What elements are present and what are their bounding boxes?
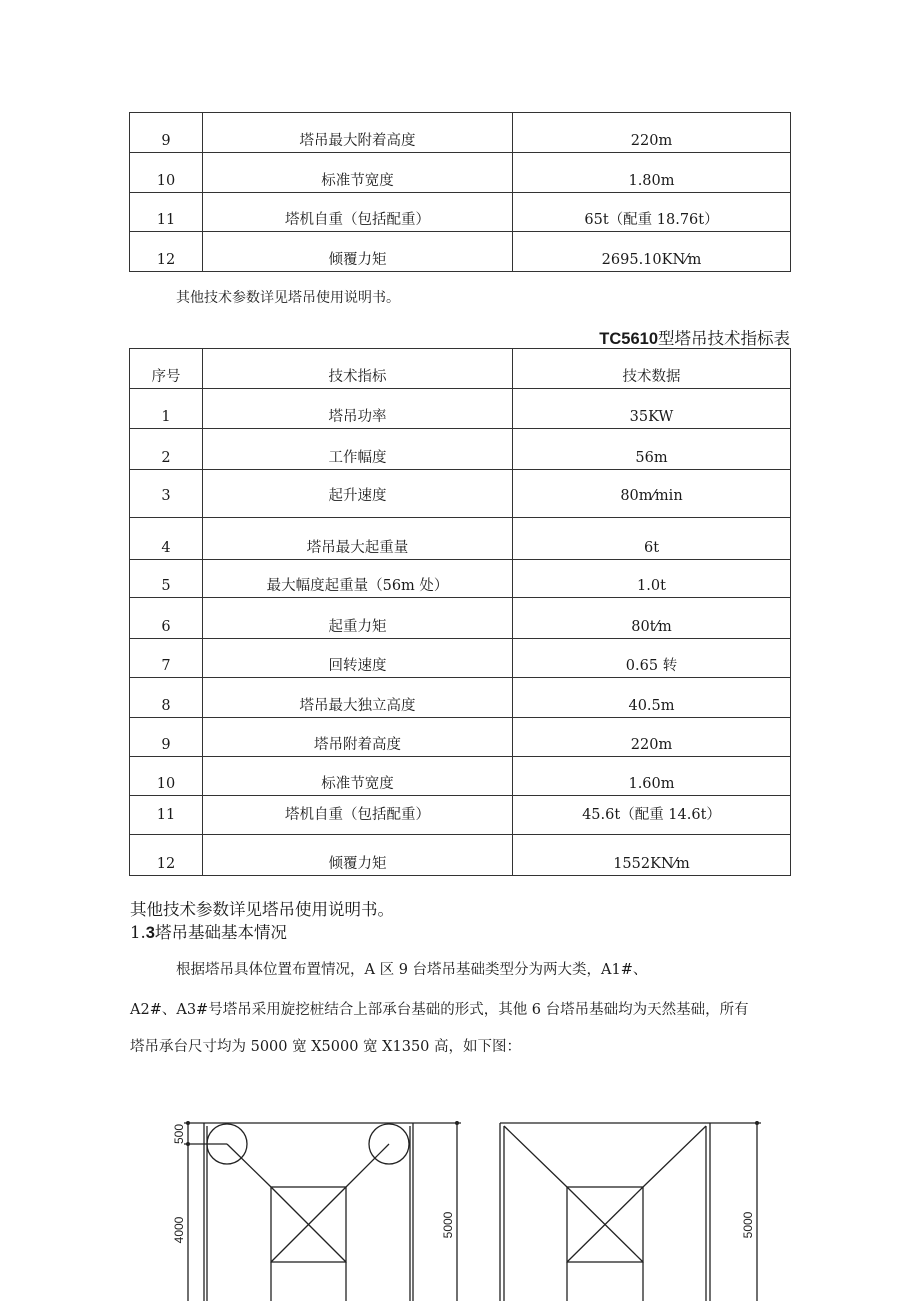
diagonal-left [227, 1144, 271, 1187]
row-value: 1.80m [513, 153, 791, 193]
table-row [130, 639, 791, 678]
row-value: 220m [513, 718, 791, 757]
row-item: 塔吊最大起重量 [203, 518, 513, 560]
table-row [130, 678, 791, 718]
row-no: 10 [130, 757, 203, 796]
row-item: 回转速度 [203, 639, 513, 678]
row-no: 9 [130, 113, 203, 153]
note-text: 其他技术参数详见塔吊使用说明书。 [176, 290, 400, 306]
foundation-diagram [0, 1100, 920, 1301]
table-row [130, 153, 791, 193]
dim-label-4000: 4000 [172, 1216, 186, 1244]
row-item: 最大幅度起重量（56m 处） [203, 560, 513, 598]
table-header-row [130, 349, 791, 389]
row-value: 220m [513, 113, 791, 153]
header-no: 序号 [130, 349, 203, 389]
row-no: 11 [130, 796, 203, 835]
dim-dot [186, 1142, 190, 1146]
section-heading [130, 919, 287, 943]
table-title [599, 325, 790, 349]
row-no: 4 [130, 518, 203, 560]
row-no: 11 [130, 193, 203, 232]
dim-labels [172, 1124, 755, 1244]
diagonal-right [643, 1126, 706, 1187]
table-title-model: TC5610 [599, 330, 658, 348]
table-row [130, 718, 791, 757]
table-row [130, 757, 791, 796]
table-row [130, 232, 791, 272]
paragraph-line: 塔吊承台尺寸均为 5000 宽 X5000 宽 X1350 高，如下图： [130, 1039, 522, 1055]
dim-label-5000-left: 5000 [441, 1211, 455, 1239]
header-value: 技术数据 [513, 349, 791, 389]
spec-table-body [130, 349, 791, 876]
section-number: 3 [145, 924, 155, 942]
section-prefix: 1. [130, 923, 146, 942]
table-row [130, 193, 791, 232]
row-item: 起升速度 [203, 470, 513, 518]
row-no: 1 [130, 389, 203, 429]
row-no: 12 [130, 835, 203, 876]
row-value: 1.0t [513, 560, 791, 598]
header-item: 技术指标 [203, 349, 513, 389]
paragraph-line: A2#、A3#号塔吊采用旋挖桩结合上部承台基础的形式，其他 6 台塔吊基础均为天然基础，所有 [130, 1002, 749, 1018]
row-item: 起重力矩 [203, 598, 513, 639]
row-item: 塔吊功率 [203, 389, 513, 429]
row-item: 塔机自重（包括配重） [203, 796, 513, 835]
row-no: 2 [130, 429, 203, 470]
diagonal-right [346, 1144, 389, 1187]
dim-label-5000-right: 5000 [741, 1211, 755, 1239]
table-row [130, 796, 791, 835]
pile-foundation-drawing [184, 1121, 461, 1301]
section-title: 塔吊基础基本情况 [154, 923, 287, 942]
dim-dot [455, 1121, 459, 1125]
row-item: 工作幅度 [203, 429, 513, 470]
spec-table [129, 348, 791, 876]
row-no: 9 [130, 718, 203, 757]
row-item: 塔吊附着高度 [203, 718, 513, 757]
row-item: 塔吊最大附着高度 [203, 113, 513, 153]
row-value: 1552KN⁄m [513, 835, 791, 876]
row-no: 8 [130, 678, 203, 718]
row-no: 6 [130, 598, 203, 639]
table-row [130, 560, 791, 598]
row-value: 0.65 转 [513, 639, 791, 678]
row-value: 2695.10KN⁄m [513, 232, 791, 272]
row-value: 1.60m [513, 757, 791, 796]
row-item: 塔吊最大独立高度 [203, 678, 513, 718]
dim-markers [186, 1121, 459, 1146]
row-value: 65t（配重 18.76t） [513, 193, 791, 232]
spec-table-continued [129, 112, 791, 272]
table-row [130, 113, 791, 153]
table-row [130, 429, 791, 470]
row-value: 45.6t（配重 14.6t） [513, 796, 791, 835]
row-item: 倾覆力矩 [203, 232, 513, 272]
table-title-text: 型塔吊技术指标表 [658, 330, 790, 348]
dim-dot [755, 1121, 759, 1125]
row-no: 5 [130, 560, 203, 598]
natural-foundation-drawing [500, 1121, 761, 1301]
dim-label-500: 500 [172, 1123, 186, 1145]
row-no: 12 [130, 232, 203, 272]
row-item: 倾覆力矩 [203, 835, 513, 876]
row-no: 10 [130, 153, 203, 193]
row-value: 80t⁄m [513, 598, 791, 639]
table-row [130, 389, 791, 429]
row-item: 标准节宽度 [203, 153, 513, 193]
diagonal-left [504, 1126, 567, 1187]
row-value: 56m [513, 429, 791, 470]
row-no: 3 [130, 470, 203, 518]
spec-table-body [130, 113, 791, 272]
row-value: 80m⁄min [513, 470, 791, 518]
row-value: 40.5m [513, 678, 791, 718]
row-value: 35KW [513, 389, 791, 429]
row-no: 7 [130, 639, 203, 678]
table-row [130, 835, 791, 876]
dim-dot [186, 1121, 190, 1125]
row-item: 塔机自重（包括配重） [203, 193, 513, 232]
paragraph-line: 根据塔吊具体位置布置情况，A 区 9 台塔吊基础类型分为两大类，A1#、 [176, 962, 648, 978]
note-text: 其他技术参数详见塔吊使用说明书。 [130, 900, 394, 919]
row-value: 6t [513, 518, 791, 560]
row-item: 标准节宽度 [203, 757, 513, 796]
table-row [130, 518, 791, 560]
table-row [130, 598, 791, 639]
table-row [130, 470, 791, 518]
